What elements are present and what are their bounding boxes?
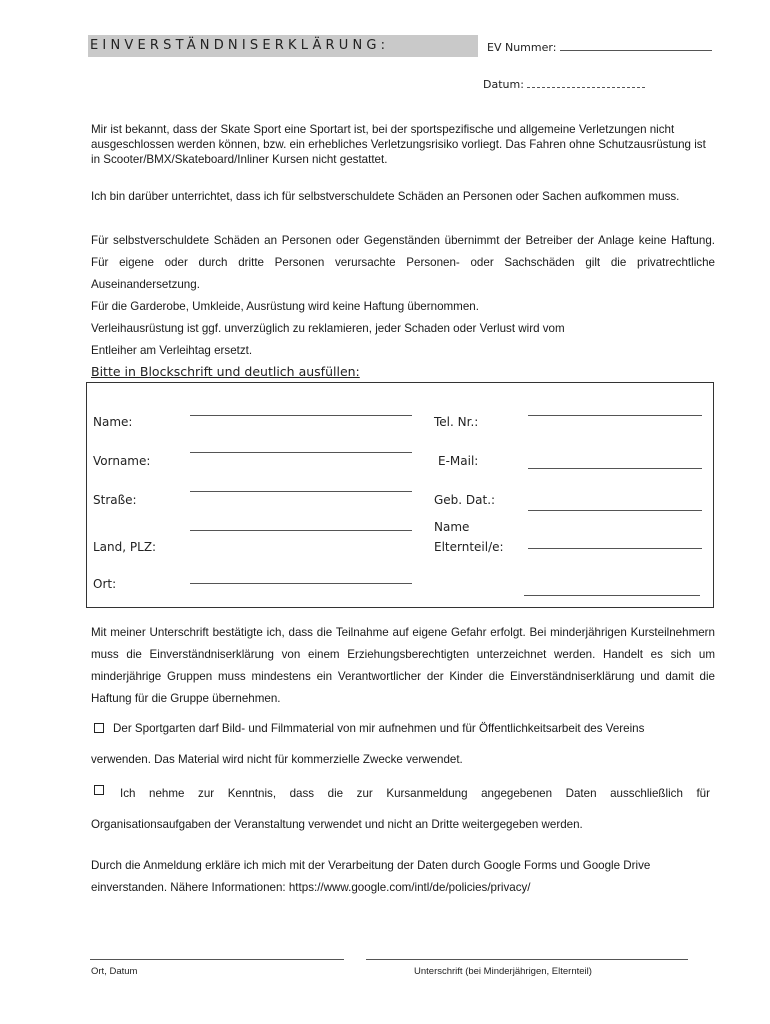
name-label: Name: xyxy=(93,415,133,429)
parent-label: Elternteil/e: xyxy=(434,540,504,554)
ev-number-field xyxy=(487,41,712,54)
strasse-input-line[interactable] xyxy=(190,491,412,492)
photo-consent-checkbox[interactable] xyxy=(94,723,104,733)
extra-input-line[interactable] xyxy=(524,595,700,596)
name-input-line[interactable] xyxy=(190,415,412,416)
date-input-line[interactable] xyxy=(527,79,645,88)
intro-paragraph-1: Mir ist bekannt, dass der Skate Sport eine Sportart ist, bei der sportspezifische und allgemeine Verletzungen nicht ausgeschlossen werden können, bzw. ein erhebliches Verletzungsrisiko vorliegt. Das Fahren ohne Schutzausrüstung ist in Scooter/BMX/Skateboard/Inliner Kursen nicht gestattet. xyxy=(91,123,706,166)
place-date-label: Ort, Datum xyxy=(91,966,138,977)
data-consent-text-2: Organisationsaufgaben der Veranstaltung verwendet und nicht an Dritte weitergegeben werden. xyxy=(91,818,583,831)
ev-number-label: EV Nummer: xyxy=(487,41,557,54)
photo-consent-text-1: Der Sportgarten darf Bild- und Filmmaterial von mir aufnehmen und für Öffentlichkeitsarbeit des Vereins xyxy=(113,722,645,735)
parent-input-line[interactable] xyxy=(528,548,702,549)
parent-name-label: Name xyxy=(434,520,470,534)
document-title: EINVERSTÄNDNISERKLÄRUNG: xyxy=(90,38,390,53)
place-date-line[interactable] xyxy=(90,959,344,960)
date-field xyxy=(483,78,645,91)
email-input-line[interactable] xyxy=(528,468,702,469)
strasse-label: Straße: xyxy=(93,493,137,507)
email-label: E-Mail: xyxy=(438,454,479,468)
signature-label: Unterschrift (bei Minderjährigen, Elternteil) xyxy=(414,966,592,977)
ort-input-line[interactable] xyxy=(190,583,412,584)
tel-input-line[interactable] xyxy=(528,415,702,416)
data-consent-text-1: Ich nehme zur Kenntnis, dass die zur Kursanmeldung angegebenen Daten ausschließlich für xyxy=(120,787,710,800)
consent-paragraph: Mit meiner Unterschrift bestätigte ich, dass die Teilnahme auf eigene Gefahr erfolgt. Bei minderjährigen Kursteilnehmern muss die Einverständniserklärung von einem Erziehungsberechtigten unterzeichnet werden. Handelt es sich um minderjährige Gruppen muss mindestens ein Verantwortlicher der Kinder die Einverständniserklärung und damit die Haftung für die Gruppe übernehmen. xyxy=(91,626,715,705)
gebdat-input-line[interactable] xyxy=(528,510,702,511)
form-heading: Bitte in Blockschrift und deutlich ausfüllen: xyxy=(91,364,360,379)
intro-paragraph-5: Verleihausrüstung ist ggf. unverzüglich zu reklamieren, jeder Schaden oder Verlust wird vom Entleiher am Verleihtag ersetzt. xyxy=(91,322,565,357)
date-label: Datum: xyxy=(483,78,524,91)
signature-line[interactable] xyxy=(366,959,688,960)
intro-paragraph-2: Ich bin darüber unterrichtet, dass ich für selbstverschuldete Schäden an Personen oder Sachen aufkommen muss. xyxy=(91,190,680,203)
intro-paragraph-3: Für selbstverschuldete Schäden an Personen oder Gegenständen übernimmt der Betreiber der Anlage keine Haftung. Für eigene oder durch dritte Personen verursachte Personen- oder Sachschäden gilt die privatrechtliche Auseinandersetzung. xyxy=(91,234,715,291)
tel-label: Tel. Nr.: xyxy=(434,415,479,429)
vorname-label: Vorname: xyxy=(93,454,151,468)
data-consent-checkbox[interactable] xyxy=(94,785,104,795)
land-plz-input-line[interactable] xyxy=(190,530,412,531)
ort-label: Ort: xyxy=(93,577,117,591)
photo-consent-text-2: verwenden. Das Material wird nicht für kommerzielle Zwecke verwendet. xyxy=(91,753,463,766)
vorname-input-line[interactable] xyxy=(190,452,412,453)
ev-number-input-line[interactable] xyxy=(560,42,712,51)
privacy-paragraph: Durch die Anmeldung erkläre ich mich mit der Verarbeitung der Daten durch Google Forms und Google Drive einverstanden. Nähere Informationen: https://www.google.com/intl/de/policies/privacy/ xyxy=(91,859,651,894)
intro-paragraph-4: Für die Garderobe, Umkleide, Ausrüstung wird keine Haftung übernommen. xyxy=(91,300,479,313)
land-plz-label: Land, PLZ: xyxy=(93,540,157,554)
gebdat-label: Geb. Dat.: xyxy=(434,493,496,507)
